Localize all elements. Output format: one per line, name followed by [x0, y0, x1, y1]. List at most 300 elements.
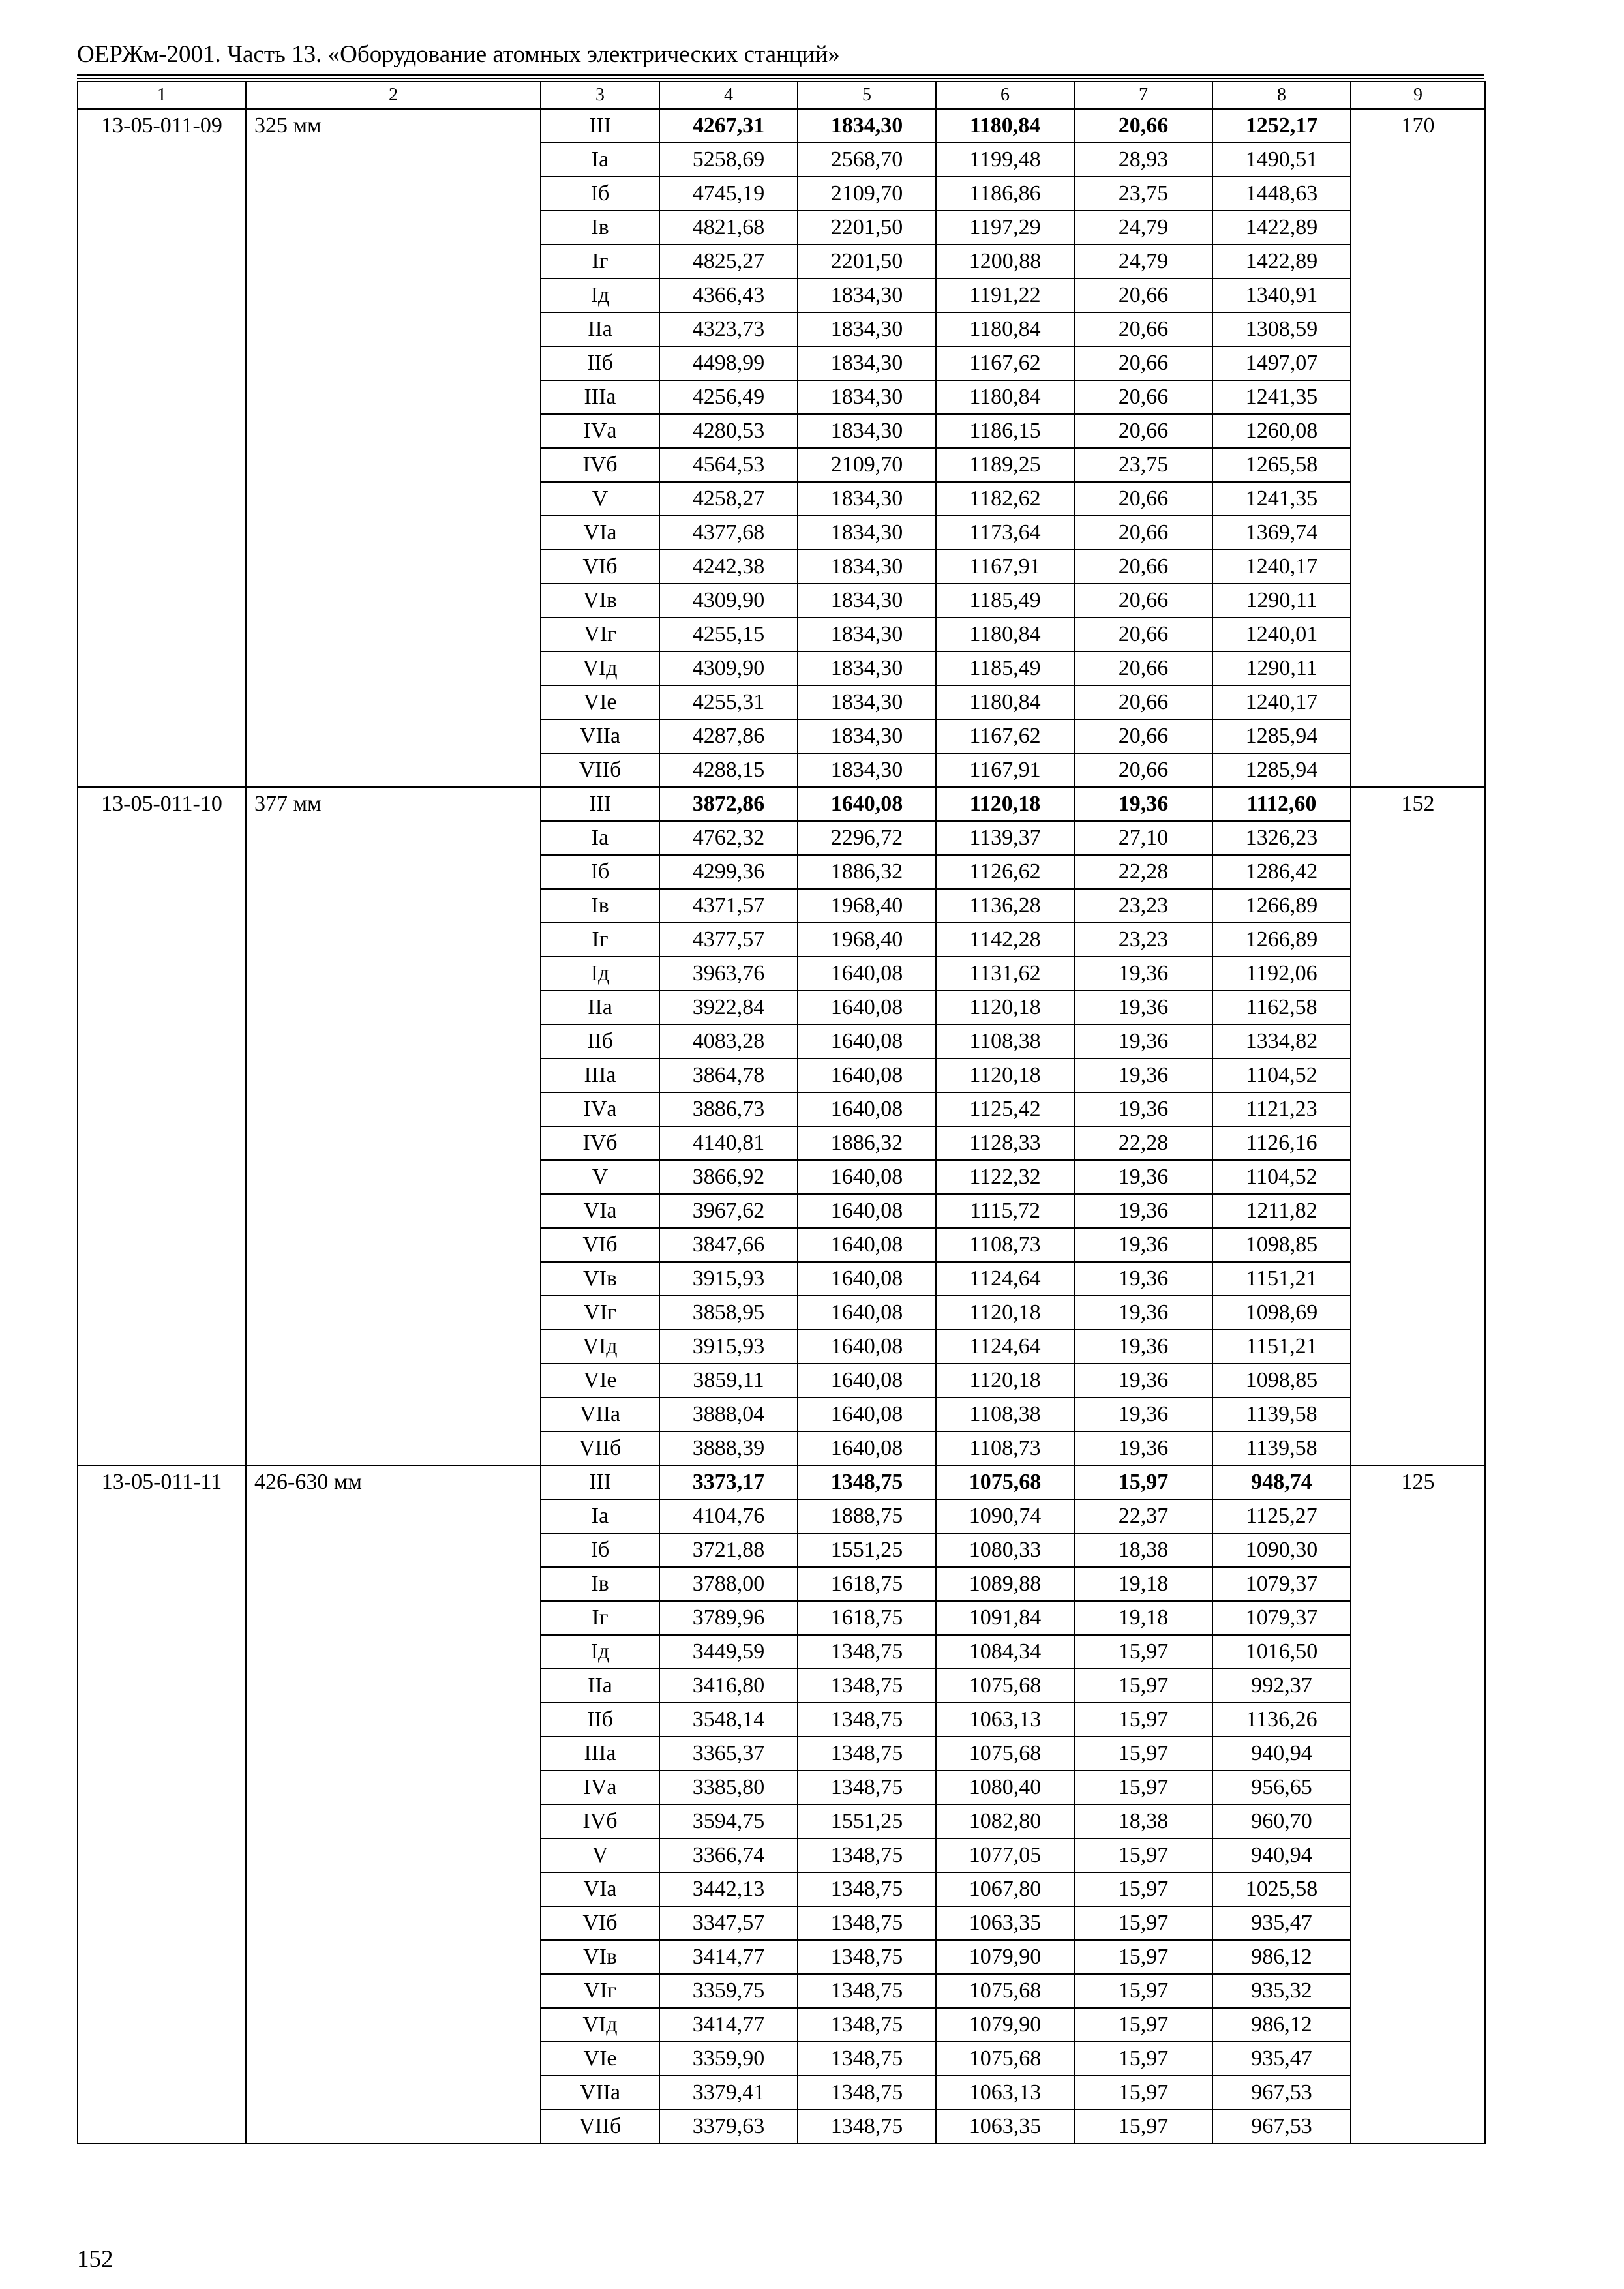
pipe-size: 325 мм: [246, 109, 541, 787]
region-cell: Iа: [541, 821, 659, 855]
column-number: 9: [1351, 82, 1485, 109]
region-cell: Iб: [541, 855, 659, 889]
value-cell: 3858,95: [659, 1296, 798, 1330]
value-cell: 3888,39: [659, 1431, 798, 1465]
value-cell: 1834,30: [798, 719, 936, 753]
value-cell: 1348,75: [798, 1737, 936, 1771]
value-cell: 4377,57: [659, 923, 798, 957]
value-cell: 1115,72: [936, 1194, 1074, 1228]
value-cell: 1968,40: [798, 889, 936, 923]
region-cell: VIб: [541, 1228, 659, 1262]
value-cell: 2201,50: [798, 245, 936, 278]
value-cell: 1348,75: [798, 2076, 936, 2110]
value-cell: 1640,08: [798, 1262, 936, 1296]
region-cell: IVа: [541, 414, 659, 448]
value-cell: 1211,82: [1212, 1194, 1351, 1228]
region-cell: VIе: [541, 1364, 659, 1398]
value-cell: 1182,62: [936, 482, 1074, 516]
header-rule-thick: [77, 74, 1484, 76]
value-cell: 23,75: [1074, 448, 1212, 482]
value-cell: 1180,84: [936, 685, 1074, 719]
value-cell: 15,97: [1074, 2042, 1212, 2076]
value-cell: 22,37: [1074, 1499, 1212, 1533]
column-number: 3: [541, 82, 659, 109]
value-cell: 1167,91: [936, 550, 1074, 584]
value-cell: 20,66: [1074, 685, 1212, 719]
region-cell: VIб: [541, 1906, 659, 1940]
value-cell: 4256,49: [659, 380, 798, 414]
value-cell: 1186,15: [936, 414, 1074, 448]
rate-code: 13-05-011-09: [78, 109, 246, 787]
value-cell: 1241,35: [1212, 482, 1351, 516]
value-cell: 1077,05: [936, 1838, 1074, 1872]
value-cell: 1139,37: [936, 821, 1074, 855]
value-cell: 3864,78: [659, 1058, 798, 1092]
value-cell: 1098,69: [1212, 1296, 1351, 1330]
value-cell: 4825,27: [659, 245, 798, 278]
value-cell: 1120,18: [936, 991, 1074, 1025]
value-cell: 4377,68: [659, 516, 798, 550]
value-cell: 1834,30: [798, 753, 936, 787]
value-cell: 1265,58: [1212, 448, 1351, 482]
column-number: 2: [246, 82, 541, 109]
region-cell: III: [541, 1465, 659, 1499]
value-cell: 1126,16: [1212, 1126, 1351, 1160]
value-cell: 1640,08: [798, 1364, 936, 1398]
value-cell: 3866,92: [659, 1160, 798, 1194]
value-cell: 986,12: [1212, 1940, 1351, 1974]
value-cell: 20,66: [1074, 719, 1212, 753]
value-cell: 20,66: [1074, 312, 1212, 346]
value-cell: 1286,42: [1212, 855, 1351, 889]
value-cell: 1197,29: [936, 211, 1074, 245]
value-cell: 4255,15: [659, 618, 798, 651]
region-cell: Iв: [541, 211, 659, 245]
region-cell: Iг: [541, 1601, 659, 1635]
value-cell: 4104,76: [659, 1499, 798, 1533]
value-cell: 1063,35: [936, 2110, 1074, 2144]
value-cell: 1091,84: [936, 1601, 1074, 1635]
value-cell: 1834,30: [798, 584, 936, 618]
value-cell: 1128,33: [936, 1126, 1074, 1160]
region-cell: IIб: [541, 346, 659, 380]
value-cell: 1290,11: [1212, 651, 1351, 685]
value-cell: 20,66: [1074, 109, 1212, 143]
region-cell: IIб: [541, 1703, 659, 1737]
value-cell: 20,66: [1074, 380, 1212, 414]
value-cell: 1180,84: [936, 109, 1074, 143]
value-cell: 1121,23: [1212, 1092, 1351, 1126]
value-cell: 4564,53: [659, 448, 798, 482]
region-cell: IIа: [541, 1669, 659, 1703]
value-cell: 3915,93: [659, 1330, 798, 1364]
region-cell: IIб: [541, 1025, 659, 1058]
value-cell: 3366,74: [659, 1838, 798, 1872]
value-cell: 1241,35: [1212, 380, 1351, 414]
value-cell: 4745,19: [659, 177, 798, 211]
value-cell: 1348,75: [798, 1940, 936, 1974]
value-cell: 967,53: [1212, 2076, 1351, 2110]
value-cell: 948,74: [1212, 1465, 1351, 1499]
value-cell: 986,12: [1212, 2008, 1351, 2042]
column-number: 7: [1074, 82, 1212, 109]
value-cell: 1640,08: [798, 1330, 936, 1364]
region-cell: Iд: [541, 1635, 659, 1669]
region-cell: Iг: [541, 923, 659, 957]
value-cell: 19,36: [1074, 1092, 1212, 1126]
value-cell: 3922,84: [659, 991, 798, 1025]
pipe-size: 377 мм: [246, 787, 541, 1465]
value-cell: 1151,21: [1212, 1330, 1351, 1364]
value-cell: 1834,30: [798, 550, 936, 584]
region-cell: V: [541, 1160, 659, 1194]
value-cell: 1886,32: [798, 1126, 936, 1160]
value-cell: 1497,07: [1212, 346, 1351, 380]
column-number: 6: [936, 82, 1074, 109]
value-cell: 3548,14: [659, 1703, 798, 1737]
value-cell: 19,18: [1074, 1601, 1212, 1635]
value-cell: 28,93: [1074, 143, 1212, 177]
value-cell: 1067,80: [936, 1872, 1074, 1906]
value-cell: 4255,31: [659, 685, 798, 719]
value-cell: 27,10: [1074, 821, 1212, 855]
value-cell: 15,97: [1074, 2110, 1212, 2144]
value-cell: 3788,00: [659, 1567, 798, 1601]
value-cell: 20,66: [1074, 346, 1212, 380]
value-cell: 1834,30: [798, 278, 936, 312]
value-cell: 1348,75: [798, 1465, 936, 1499]
value-cell: 1090,30: [1212, 1533, 1351, 1567]
region-cell: VIIа: [541, 719, 659, 753]
value-cell: 1136,28: [936, 889, 1074, 923]
region-cell: VIг: [541, 1296, 659, 1330]
value-cell: 1266,89: [1212, 889, 1351, 923]
region-cell: VIе: [541, 685, 659, 719]
region-cell: VIа: [541, 516, 659, 550]
value-cell: 3888,04: [659, 1398, 798, 1431]
value-cell: 956,65: [1212, 1771, 1351, 1804]
value-cell: 1186,86: [936, 177, 1074, 211]
region-cell: VIв: [541, 584, 659, 618]
value-cell: 1090,74: [936, 1499, 1074, 1533]
value-cell: 4821,68: [659, 211, 798, 245]
value-cell: 4083,28: [659, 1025, 798, 1058]
value-cell: 1834,30: [798, 346, 936, 380]
value-cell: 1082,80: [936, 1804, 1074, 1838]
value-cell: 1120,18: [936, 1058, 1074, 1092]
value-cell: 1834,30: [798, 380, 936, 414]
table-row-main: [78, 1465, 1485, 1499]
value-cell: 1640,08: [798, 1296, 936, 1330]
value-cell: 1640,08: [798, 957, 936, 991]
region-cell: VIIб: [541, 1431, 659, 1465]
value-cell: 1348,75: [798, 1974, 936, 2008]
value-cell: 1167,62: [936, 346, 1074, 380]
value-cell: 1120,18: [936, 787, 1074, 821]
region-cell: VIа: [541, 1194, 659, 1228]
region-cell: V: [541, 1838, 659, 1872]
value-cell: 1167,62: [936, 719, 1074, 753]
value-cell: 1422,89: [1212, 245, 1351, 278]
value-cell: 2109,70: [798, 448, 936, 482]
value-cell: 1191,22: [936, 278, 1074, 312]
region-cell: Iб: [541, 177, 659, 211]
value-cell: 18,38: [1074, 1533, 1212, 1567]
region-cell: Iд: [541, 278, 659, 312]
value-cell: 1348,75: [798, 1703, 936, 1737]
region-cell: Iа: [541, 1499, 659, 1533]
value-cell: 23,23: [1074, 889, 1212, 923]
value-cell: 3789,96: [659, 1601, 798, 1635]
value-cell: 1063,13: [936, 1703, 1074, 1737]
value-cell: 1131,62: [936, 957, 1074, 991]
value-cell: 1125,27: [1212, 1499, 1351, 1533]
value-cell: 23,23: [1074, 923, 1212, 957]
region-cell: V: [541, 482, 659, 516]
column-number: 1: [78, 82, 246, 109]
value-cell: 22,28: [1074, 1126, 1212, 1160]
region-cell: Iа: [541, 143, 659, 177]
value-cell: 3915,93: [659, 1262, 798, 1296]
value-cell: 1079,37: [1212, 1601, 1351, 1635]
value-cell: 1075,68: [936, 2042, 1074, 2076]
value-cell: 1189,25: [936, 448, 1074, 482]
value-cell: 1834,30: [798, 414, 936, 448]
column-9-value: 170: [1351, 109, 1485, 787]
value-cell: 1640,08: [798, 1431, 936, 1465]
value-cell: 1075,68: [936, 1974, 1074, 2008]
value-cell: 1834,30: [798, 618, 936, 651]
value-cell: 3872,86: [659, 787, 798, 821]
value-cell: 19,36: [1074, 991, 1212, 1025]
region-cell: Iб: [541, 1533, 659, 1567]
value-cell: 4287,86: [659, 719, 798, 753]
value-cell: 20,66: [1074, 753, 1212, 787]
value-cell: 1340,91: [1212, 278, 1351, 312]
value-cell: 19,36: [1074, 1194, 1212, 1228]
value-cell: 1084,34: [936, 1635, 1074, 1669]
value-cell: 20,66: [1074, 414, 1212, 448]
value-cell: 1112,60: [1212, 787, 1351, 821]
value-cell: 1834,30: [798, 685, 936, 719]
value-cell: 1079,37: [1212, 1567, 1351, 1601]
value-cell: 15,97: [1074, 1703, 1212, 1737]
value-cell: 1124,64: [936, 1330, 1074, 1364]
value-cell: 4280,53: [659, 414, 798, 448]
region-cell: VIIб: [541, 2110, 659, 2144]
value-cell: 1167,91: [936, 753, 1074, 787]
region-cell: VIг: [541, 618, 659, 651]
value-cell: 1369,74: [1212, 516, 1351, 550]
value-cell: 1551,25: [798, 1533, 936, 1567]
region-cell: VIа: [541, 1872, 659, 1906]
region-cell: VIIа: [541, 1398, 659, 1431]
value-cell: 4309,90: [659, 651, 798, 685]
value-cell: 19,36: [1074, 1160, 1212, 1194]
region-cell: VIб: [541, 550, 659, 584]
page-number: 152: [77, 2246, 113, 2273]
value-cell: 1240,17: [1212, 550, 1351, 584]
value-cell: 1834,30: [798, 651, 936, 685]
value-cell: 1180,84: [936, 618, 1074, 651]
value-cell: 3347,57: [659, 1906, 798, 1940]
value-cell: 18,38: [1074, 1804, 1212, 1838]
value-cell: 1618,75: [798, 1567, 936, 1601]
value-cell: 1886,32: [798, 855, 936, 889]
value-cell: 1448,63: [1212, 177, 1351, 211]
region-cell: IIа: [541, 312, 659, 346]
value-cell: 1108,38: [936, 1025, 1074, 1058]
value-cell: 3721,88: [659, 1533, 798, 1567]
pipe-size: 426-630 мм: [246, 1465, 541, 2144]
value-cell: 940,94: [1212, 1838, 1351, 1872]
value-cell: 1125,42: [936, 1092, 1074, 1126]
rate-code: 13-05-011-11: [78, 1465, 246, 2144]
value-cell: 4371,57: [659, 889, 798, 923]
value-cell: 3385,80: [659, 1771, 798, 1804]
region-cell: IVб: [541, 1126, 659, 1160]
value-cell: 15,97: [1074, 2076, 1212, 2110]
value-cell: 1834,30: [798, 482, 936, 516]
value-cell: 1290,11: [1212, 584, 1351, 618]
value-cell: 1080,33: [936, 1533, 1074, 1567]
value-cell: 19,36: [1074, 1398, 1212, 1431]
value-cell: 935,47: [1212, 1906, 1351, 1940]
value-cell: 19,36: [1074, 1330, 1212, 1364]
region-cell: IIIа: [541, 380, 659, 414]
value-cell: 20,66: [1074, 550, 1212, 584]
value-cell: 1192,06: [1212, 957, 1351, 991]
column-number: 4: [659, 82, 798, 109]
value-cell: 24,79: [1074, 245, 1212, 278]
value-cell: 1098,85: [1212, 1364, 1351, 1398]
value-cell: 1348,75: [798, 1872, 936, 1906]
value-cell: 1968,40: [798, 923, 936, 957]
value-cell: 20,66: [1074, 516, 1212, 550]
value-cell: 3365,37: [659, 1737, 798, 1771]
value-cell: 4309,90: [659, 584, 798, 618]
value-cell: 23,75: [1074, 177, 1212, 211]
value-cell: 15,97: [1074, 1771, 1212, 1804]
value-cell: 1126,62: [936, 855, 1074, 889]
value-cell: 22,28: [1074, 855, 1212, 889]
value-cell: 1063,35: [936, 1906, 1074, 1940]
region-cell: Iд: [541, 957, 659, 991]
value-cell: 1200,88: [936, 245, 1074, 278]
value-cell: 15,97: [1074, 1906, 1212, 1940]
value-cell: 1075,68: [936, 1465, 1074, 1499]
value-cell: 3886,73: [659, 1092, 798, 1126]
value-cell: 1640,08: [798, 1160, 936, 1194]
value-cell: 4323,73: [659, 312, 798, 346]
value-cell: 3449,59: [659, 1635, 798, 1669]
region-cell: III: [541, 109, 659, 143]
value-cell: 1079,90: [936, 1940, 1074, 1974]
value-cell: 15,97: [1074, 1974, 1212, 2008]
value-cell: 15,97: [1074, 1635, 1212, 1669]
value-cell: 4242,38: [659, 550, 798, 584]
value-cell: 2568,70: [798, 143, 936, 177]
value-cell: 1142,28: [936, 923, 1074, 957]
header-rule-thin: [77, 78, 1484, 79]
value-cell: 1640,08: [798, 1398, 936, 1431]
value-cell: 1640,08: [798, 787, 936, 821]
value-cell: 15,97: [1074, 1872, 1212, 1906]
value-cell: 1285,94: [1212, 753, 1351, 787]
value-cell: 1199,48: [936, 143, 1074, 177]
value-cell: 1252,17: [1212, 109, 1351, 143]
region-cell: IVа: [541, 1092, 659, 1126]
value-cell: 4267,31: [659, 109, 798, 143]
region-cell: IVб: [541, 448, 659, 482]
value-cell: 19,36: [1074, 1364, 1212, 1398]
value-cell: 2109,70: [798, 177, 936, 211]
value-cell: 4498,99: [659, 346, 798, 380]
value-cell: 1266,89: [1212, 923, 1351, 957]
value-cell: 1348,75: [798, 2008, 936, 2042]
value-cell: 1308,59: [1212, 312, 1351, 346]
value-cell: 2201,50: [798, 211, 936, 245]
value-cell: 1063,13: [936, 2076, 1074, 2110]
column-9-value: 152: [1351, 787, 1485, 1465]
value-cell: 1075,68: [936, 1737, 1074, 1771]
region-cell: VIд: [541, 651, 659, 685]
region-cell: VIв: [541, 1262, 659, 1296]
value-cell: 1240,17: [1212, 685, 1351, 719]
value-cell: 3847,66: [659, 1228, 798, 1262]
value-cell: 1151,21: [1212, 1262, 1351, 1296]
value-cell: 1640,08: [798, 1025, 936, 1058]
value-cell: 1173,64: [936, 516, 1074, 550]
value-cell: 3442,13: [659, 1872, 798, 1906]
value-cell: 1122,32: [936, 1160, 1074, 1194]
value-cell: 1120,18: [936, 1364, 1074, 1398]
value-cell: 1240,01: [1212, 618, 1351, 651]
value-cell: 3963,76: [659, 957, 798, 991]
value-cell: 1640,08: [798, 1194, 936, 1228]
value-cell: 4258,27: [659, 482, 798, 516]
value-cell: 3359,75: [659, 1974, 798, 2008]
value-cell: 1334,82: [1212, 1025, 1351, 1058]
value-cell: 20,66: [1074, 651, 1212, 685]
value-cell: 2296,72: [798, 821, 936, 855]
value-cell: 1108,73: [936, 1431, 1074, 1465]
value-cell: 19,36: [1074, 1228, 1212, 1262]
value-cell: 19,36: [1074, 787, 1212, 821]
value-cell: 1348,75: [798, 1906, 936, 1940]
value-cell: 1104,52: [1212, 1058, 1351, 1092]
value-cell: 1075,68: [936, 1669, 1074, 1703]
table-row-main: [78, 787, 1485, 821]
region-cell: VIд: [541, 1330, 659, 1364]
value-cell: 1326,23: [1212, 821, 1351, 855]
value-cell: 967,53: [1212, 2110, 1351, 2144]
value-cell: 1834,30: [798, 109, 936, 143]
value-cell: 15,97: [1074, 1465, 1212, 1499]
region-cell: Iг: [541, 245, 659, 278]
value-cell: 15,97: [1074, 2008, 1212, 2042]
value-cell: 3414,77: [659, 1940, 798, 1974]
value-cell: 1640,08: [798, 1092, 936, 1126]
value-cell: 19,36: [1074, 1262, 1212, 1296]
value-cell: 4762,32: [659, 821, 798, 855]
region-cell: VIд: [541, 2008, 659, 2042]
region-cell: IIа: [541, 991, 659, 1025]
value-cell: 19,36: [1074, 1058, 1212, 1092]
value-cell: 19,36: [1074, 957, 1212, 991]
value-cell: 1185,49: [936, 651, 1074, 685]
value-cell: 1422,89: [1212, 211, 1351, 245]
